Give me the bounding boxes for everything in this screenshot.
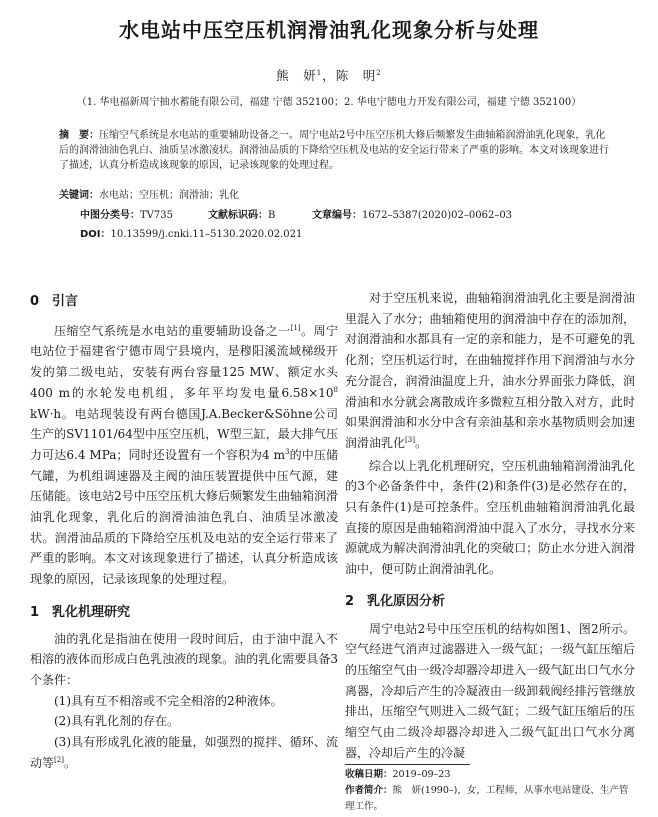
author-affil-sup: 1: [316, 68, 323, 77]
list-item: (2)具有乳化剂的存在。: [54, 714, 179, 729]
section-heading: 0 引言: [30, 294, 79, 309]
affiliation: （1. 华电福新周宁抽水蓄能有限公司，福建 宁德 352100；2. 华电宁德电力开发有限公司，福建 宁德 352100）: [76, 97, 582, 108]
paragraph: 油的乳化是指油在使用一段时间后，由于油中混入不相溶的液体而形成白色乳浊液的现象。油的乳化需要具备3个条件：: [30, 631, 338, 687]
paragraph: 压缩空气系统是水电站的重要辅助设备之一[1]。周宁电站位于福建省宁德市周宁县境内，是穆阳溪流域梯级开发的第二级电站，安装有两台容量125 MW、额定水头400 m的水轮发电机组，多年平均发电量$6.58\times 10^8$ kW·h。电站现装设有两台德国J.A.Becker&Söhne公司生产的SV1101/64型中压空压机，W型三缸，最大排气压力可达6.4 MPa；同时还设置有一个容积为4 $m^3$的中压储气罐，为机组调速器及主阀的油压装置提供中压气源，建压储能。该电站2号中压空压机大修后频繁发生曲轴箱润滑油乳化现象，乳化后的润滑油油色乳白、油质呈冰激凌状。润滑油品质的下降给空压机及电站的安全运行带来了严重的影响。本文对该现象进行了描述，认真分析造成该现象的原因，记录该现象的处理过程。: [30, 323, 338, 587]
list-item: (3)具有形成乳化液的能量，如强烈的搅拌、循环、流动等[2]。: [30, 735, 338, 770]
keywords-label: 关键词：: [59, 190, 99, 201]
left-column: [30, 292, 338, 773]
doi-link[interactable]: 10.13599/j.cnki.11–5130.2020.02.021: [110, 229, 303, 240]
section-heading: 1 乳化机理研究: [30, 604, 131, 620]
paragraph: 周宁电站2号中压空压机的结构如图1、图2所示。空气经进气消声过滤器进入一级气缸；一级气缸压缩后的压缩空气由一级冷却器冷却进入一级气缸出口气水分离器，冷却后产生的冷凝液由一级卸载阀经排污管继放排出，压缩空气则进入二级气缸；二级气缸压缩后的压缩空气由二级冷却器冷却进入二级气缸出口气水分离器，冷却后产生的冷凝: [345, 621, 635, 760]
abstract: [59, 128, 615, 173]
right-column: [345, 288, 635, 763]
author-line: 熊 妍$^1$，陈 明$^2$: [276, 68, 382, 83]
author-affil-sup: 2: [376, 68, 382, 77]
paper-title: 水电站中压空压机润滑油乳化现象分析与处理: [119, 18, 539, 42]
citation[interactable]: [2]: [54, 755, 64, 764]
footnote: [345, 767, 637, 815]
abstract-text: 压缩空气系统是水电站的重要辅助设备之一。周宁电站2号中压空压机大修后频繁发生曲轴箱润滑油乳化现象，乳化后的润滑油油色乳白、油质呈冰激凌状。润滑油品质的下降给空压机及电站的安全运行带来了严重的影响。本文对该现象进行了描述，认真分析造成该现象的原因，记录该现象的处理过程。: [59, 130, 609, 171]
author-name: 熊 妍: [276, 68, 317, 83]
citation[interactable]: [3]: [405, 435, 415, 444]
paragraph: 对于空压机来说，曲轴箱润滑油乳化主要是润滑油里混入了水分；曲轴箱使用的润滑油中存在的添加剂，对润滑油和水都具有一定的亲和能力，是不可避免的乳化剂；空压机运行时，在曲轴搅拌作用下润滑油与水分充分混合，润滑油温度上升，油水分界面张力降低，润滑油和水分就会离散成许多微粒互相分散入对方，此时如果润滑油和水分中含有亲油基和亲水基物质则会加速润滑油乳化[3]。: [345, 291, 635, 450]
citation[interactable]: [1]: [290, 323, 301, 332]
document-code: 文献标识码：B: [208, 210, 276, 221]
keywords-text: 水电站；空压机；润滑油；乳化: [99, 190, 239, 201]
list-item: (1)具有互不相溶或不完全相溶的2种液体。: [54, 693, 283, 708]
author-name: 陈 明: [335, 68, 377, 83]
footnote-divider: [345, 764, 470, 765]
received-date: 收稿日期：2019–09–23: [345, 769, 451, 780]
paragraph: 综合以上乳化机理研究，空压机曲轴箱润滑油乳化的3个必备条件中，条件(2)和条件(3)是必然存在的，只有条件(1)是可控条件。空压机曲轴箱润滑油乳化最直接的原因是曲轴箱润滑油中混入了水分，寻找水分来源就成为解决润滑油乳化的突破口；防止水分进入润滑油中，便可防止润滑油乳化。: [345, 458, 635, 577]
article-number: 文章编号：1672–5387(2020)02–0062–03: [312, 210, 513, 221]
clc-number: 中图分类号：TV735: [80, 210, 173, 221]
abstract-label: 摘 要：: [59, 130, 99, 141]
doi: [80, 225, 302, 240]
keywords: [59, 188, 615, 203]
section-heading: 2 乳化原因分析: [345, 593, 446, 609]
author-bio: 作者简介：熊 妍(1990–)，女，工程师，从事水电站建设、生产管理工作。: [345, 785, 629, 812]
doi-label: DOI：: [80, 229, 111, 240]
